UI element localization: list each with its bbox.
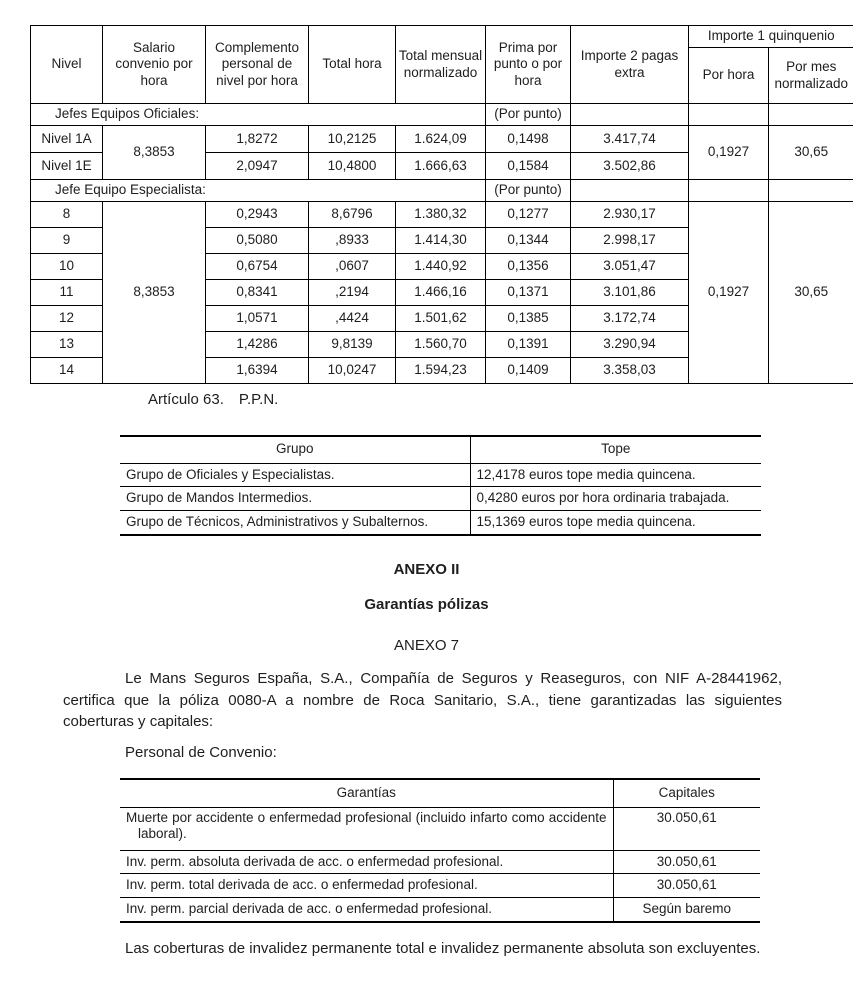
garantia-cell: Inv. perm. total derivada de acc. o enfermedad profesional. xyxy=(120,874,613,898)
garantias-header-row xyxy=(120,779,760,807)
empty-cell xyxy=(769,104,853,126)
table-row xyxy=(120,487,761,511)
nivel-cell: 11 xyxy=(31,280,103,306)
section-row-oficiales xyxy=(31,104,853,126)
complemento-cell: 0,6754 xyxy=(206,254,309,280)
importe2-cell: 3.358,03 xyxy=(571,358,689,384)
header-prima: Prima por punto o por hora xyxy=(486,26,571,104)
total-mensual-cell: 1.624,09 xyxy=(396,126,486,153)
complemento-cell: 0,2943 xyxy=(206,202,309,228)
total-hora-cell: ,4424 xyxy=(309,306,396,332)
prima-cell: 0,1498 xyxy=(486,126,571,153)
quinquenio-mes-cell: 30,65 xyxy=(769,202,853,384)
total-hora-cell: 9,8139 xyxy=(309,332,396,358)
closing-paragraph: Las coberturas de invalidez permanente total e invalidez permanente absoluta son excluyentes. xyxy=(125,940,761,957)
garantias-table xyxy=(120,778,760,923)
importe2-cell: 3.051,47 xyxy=(571,254,689,280)
certificate-paragraph: Le Mans Seguros España, S.A., Compañía de Seguros y Reaseguros, con NIF A-28441962, certifica que la póliza 0080-A a nombre de Roca Sanitario, S.A., tiene garantizadas las siguientes coberturas y capitales: xyxy=(63,670,782,730)
header-tope: Tope xyxy=(470,436,761,463)
articulo-number: Artículo 63. xyxy=(148,391,224,408)
nivel-cell: Nivel 1E xyxy=(31,153,103,180)
garantia-cell: Inv. perm. absoluta derivada de acc. o enfermedad profesional. xyxy=(120,850,613,874)
anexo-7-heading: ANEXO 7 xyxy=(393,637,460,654)
prima-cell: 0,1409 xyxy=(486,358,571,384)
capital-cell: Según baremo xyxy=(613,898,760,922)
importe2-cell: 2.930,17 xyxy=(571,202,689,228)
table-row xyxy=(120,898,760,922)
grupo-cell: Grupo de Oficiales y Especialistas. xyxy=(120,463,470,487)
capital-cell: 30.050,61 xyxy=(613,850,760,874)
header-capitales: Capitales xyxy=(613,779,760,807)
header-nivel: Nivel xyxy=(31,26,103,104)
header-total-hora: Total hora xyxy=(309,26,396,104)
header-garantias: Garantías xyxy=(120,779,613,807)
garantias-polizas-heading: Garantías pólizas xyxy=(364,596,489,613)
salario-cell: 8,3853 xyxy=(103,126,206,180)
nivel-cell: 13 xyxy=(31,332,103,358)
quinquenio-hora-cell: 0,1927 xyxy=(689,126,769,180)
nivel-cell: 14 xyxy=(31,358,103,384)
tope-cell: 0,4280 euros por hora ordinaria trabajada. xyxy=(470,487,761,511)
importe2-cell: 3.101,86 xyxy=(571,280,689,306)
header-por-hora: Por hora xyxy=(689,48,769,104)
section-row-especialista xyxy=(31,180,853,202)
prima-cell: 0,1371 xyxy=(486,280,571,306)
importe2-cell: 2.998,17 xyxy=(571,228,689,254)
prima-cell: 0,1385 xyxy=(486,306,571,332)
nivel-cell: 12 xyxy=(31,306,103,332)
empty-cell xyxy=(689,180,769,202)
prima-cell: 0,1356 xyxy=(486,254,571,280)
table-row xyxy=(31,126,853,153)
header-importe2: Importe 2 pagas extra xyxy=(571,26,689,104)
tope-cell: 12,4178 euros tope media quincena. xyxy=(470,463,761,487)
nivel-cell: 9 xyxy=(31,228,103,254)
total-mensual-cell: 1.666,63 xyxy=(396,153,486,180)
grupo-cell: Grupo de Mandos Intermedios. xyxy=(120,487,470,511)
total-hora-cell: 8,6796 xyxy=(309,202,396,228)
header-quinquenio: Importe 1 quinquenio xyxy=(689,26,853,48)
header-salario: Salario convenio por hora xyxy=(103,26,206,104)
header-total-mensual: Total mensual normalizado xyxy=(396,26,486,104)
salary-table xyxy=(30,25,853,384)
empty-cell xyxy=(769,180,853,202)
tope-cell: 15,1369 euros tope media quincena. xyxy=(470,511,761,535)
prima-note-cell: (Por punto) xyxy=(486,180,571,202)
table-row xyxy=(120,850,760,874)
total-hora-cell: ,8933 xyxy=(309,228,396,254)
header-grupo: Grupo xyxy=(120,436,470,463)
prima-cell: 0,1344 xyxy=(486,228,571,254)
quinquenio-mes-cell: 30,65 xyxy=(769,126,853,180)
table-row xyxy=(120,511,761,535)
prima-note-cell: (Por punto) xyxy=(486,104,571,126)
total-mensual-cell: 1.440,92 xyxy=(396,254,486,280)
total-mensual-cell: 1.560,70 xyxy=(396,332,486,358)
capital-cell: 30.050,61 xyxy=(613,874,760,898)
empty-cell xyxy=(689,104,769,126)
total-mensual-cell: 1.380,32 xyxy=(396,202,486,228)
garantia-cell: Inv. perm. parcial derivada de acc. o enfermedad profesional. xyxy=(120,898,613,922)
prima-cell: 0,1277 xyxy=(486,202,571,228)
anexo-2-heading: ANEXO II xyxy=(393,561,460,578)
complemento-cell: 1,0571 xyxy=(206,306,309,332)
total-hora-cell: 10,4800 xyxy=(309,153,396,180)
total-hora-cell: 10,0247 xyxy=(309,358,396,384)
header-por-mes: Por mes normalizado xyxy=(769,48,853,104)
complemento-cell: 0,8341 xyxy=(206,280,309,306)
total-hora-cell: ,2194 xyxy=(309,280,396,306)
empty-cell xyxy=(571,180,689,202)
importe2-cell: 3.417,74 xyxy=(571,126,689,153)
complemento-cell: 1,4286 xyxy=(206,332,309,358)
table-row xyxy=(31,202,853,228)
nivel-cell: 10 xyxy=(31,254,103,280)
nivel-cell: 8 xyxy=(31,202,103,228)
table-row xyxy=(120,807,760,850)
total-hora-cell: 10,2125 xyxy=(309,126,396,153)
complemento-cell: 0,5080 xyxy=(206,228,309,254)
table-row xyxy=(120,463,761,487)
importe2-cell: 3.502,86 xyxy=(571,153,689,180)
grupo-cell: Grupo de Técnicos, Administrativos y Subalternos. xyxy=(120,511,470,535)
complemento-cell: 1,8272 xyxy=(206,126,309,153)
garantia-cell: Muerte por accidente o enfermedad profesional (incluido infarto como accidente laboral). xyxy=(120,807,613,850)
personal-convenio-label: Personal de Convenio: xyxy=(125,744,277,761)
prima-cell: 0,1584 xyxy=(486,153,571,180)
total-mensual-cell: 1.594,23 xyxy=(396,358,486,384)
importe2-cell: 3.290,94 xyxy=(571,332,689,358)
capital-cell: 30.050,61 xyxy=(613,807,760,850)
complemento-cell: 2,0947 xyxy=(206,153,309,180)
complemento-cell: 1,6394 xyxy=(206,358,309,384)
total-mensual-cell: 1.466,16 xyxy=(396,280,486,306)
salary-header-row-1 xyxy=(31,26,853,48)
table-row xyxy=(120,874,760,898)
section-label: Jefes Equipos Oficiales: xyxy=(31,104,486,126)
total-mensual-cell: 1.414,30 xyxy=(396,228,486,254)
importe2-cell: 3.172,74 xyxy=(571,306,689,332)
header-complemento: Complemento personal de nivel por hora xyxy=(206,26,309,104)
nivel-cell: Nivel 1A xyxy=(31,126,103,153)
articulo-63-heading xyxy=(148,391,278,408)
total-hora-cell: ,0607 xyxy=(309,254,396,280)
prima-cell: 0,1391 xyxy=(486,332,571,358)
salario-cell: 8,3853 xyxy=(103,202,206,384)
ppn-table xyxy=(120,435,761,536)
ppn-header-row xyxy=(120,436,761,463)
total-mensual-cell: 1.501,62 xyxy=(396,306,486,332)
empty-cell xyxy=(571,104,689,126)
articulo-title: P.P.N. xyxy=(238,391,279,408)
quinquenio-hora-cell: 0,1927 xyxy=(689,202,769,384)
section-label: Jefe Equipo Especialista: xyxy=(31,180,486,202)
